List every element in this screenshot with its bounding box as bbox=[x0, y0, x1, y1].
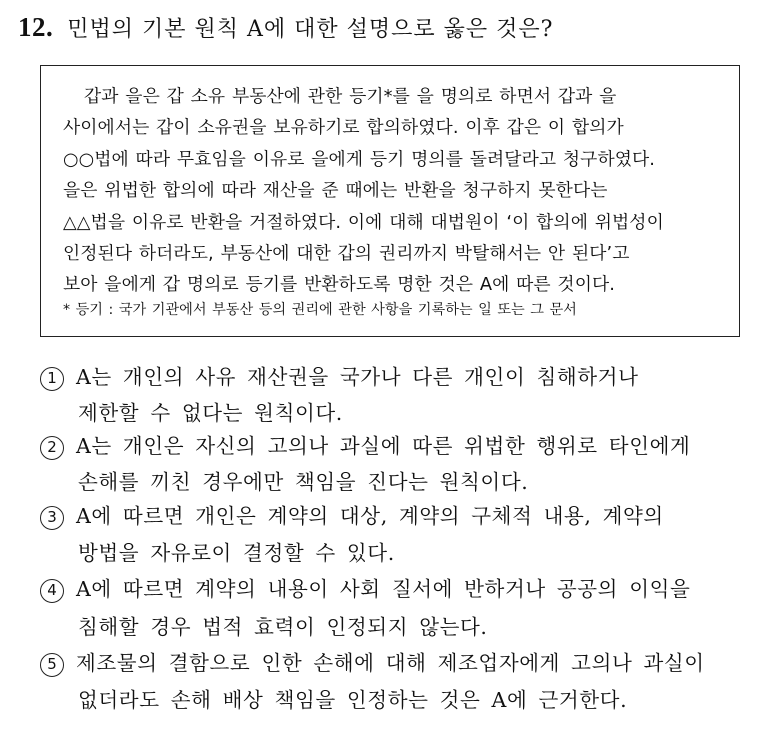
passage-line: ○○법에 따라 무효임을 이유로 을에게 등기 명의를 돌려달라고 청구하였다. bbox=[63, 149, 656, 170]
choice-2-continuation: 손해를 끼친 경우에만 책임을 진다는 원칙이다. bbox=[78, 470, 529, 494]
choice-3[interactable] bbox=[40, 499, 664, 530]
choice-text: A는 개인은 자신의 고의나 과실에 따른 위법한 행위로 타인에게 bbox=[76, 434, 691, 458]
choice-text: A는 개인의 사유 재산권을 국가나 다른 개인이 침해하거나 bbox=[76, 365, 639, 389]
choice-number-circle: 3 bbox=[40, 506, 64, 530]
question-header bbox=[18, 12, 553, 43]
choice-text: A에 따르면 계약의 내용이 사회 질서에 반하거나 공공의 이익을 bbox=[76, 577, 691, 601]
passage-line: 인정된다 하더라도, 부동산에 대한 갑의 권리까지 박탈해서는 안 된다’고 bbox=[63, 243, 630, 264]
choice-1-continuation: 제한할 수 없다는 원칙이다. bbox=[78, 401, 343, 425]
question-text: 민법의 기본 원칙 A에 대한 설명으로 옳은 것은? bbox=[67, 17, 554, 42]
question-number: 12. bbox=[18, 12, 54, 42]
choice-4[interactable] bbox=[40, 572, 690, 603]
choice-number-circle: 5 bbox=[40, 653, 64, 677]
choice-text: A에 따르면 개인은 계약의 대상, 계약의 구체적 내용, 계약의 bbox=[76, 504, 664, 528]
choice-number-circle: 2 bbox=[40, 436, 64, 460]
choice-4-continuation: 침해할 경우 법적 효력이 인정되지 않는다. bbox=[78, 615, 488, 639]
footnote: * 등기 : 국가 기관에서 부동산 등의 권리에 관한 사항을 기록하는 일 또는 그 문서 bbox=[63, 302, 577, 318]
passage-line: 사이에서는 갑이 소유권을 보유하기로 합의하였다. 이후 갑은 이 합의가 bbox=[63, 117, 624, 138]
choice-1[interactable] bbox=[40, 360, 639, 391]
passage-box bbox=[40, 65, 740, 337]
choice-number-circle: 4 bbox=[40, 579, 64, 603]
passage-line: △△법을 이유로 반환을 거절하였다. 이에 대해 대법원이 ‘이 합의에 위법성이 bbox=[63, 212, 664, 233]
choice-3-continuation: 방법을 자유로이 결정할 수 있다. bbox=[78, 541, 395, 565]
passage-line: 갑과 을은 갑 소유 부동산에 관한 등기*를 을 명의로 하면서 갑과 을 bbox=[84, 86, 617, 107]
passage-line: 을은 위법한 합의에 따라 재산을 준 때에는 반환을 청구하지 못한다는 bbox=[63, 180, 608, 201]
choice-number-circle: 1 bbox=[40, 367, 64, 391]
choice-5-continuation: 없더라도 손해 배상 책임을 인정하는 것은 A에 근거한다. bbox=[78, 688, 628, 712]
choice-2[interactable] bbox=[40, 429, 690, 460]
choice-text: 제조물의 결함으로 인한 손해에 대해 제조업자에게 고의나 과실이 bbox=[76, 651, 705, 675]
choice-5[interactable] bbox=[40, 646, 705, 677]
passage-line: 보아 을에게 갑 명의로 등기를 반환하도록 명한 것은 A에 따른 것이다. bbox=[63, 274, 616, 295]
